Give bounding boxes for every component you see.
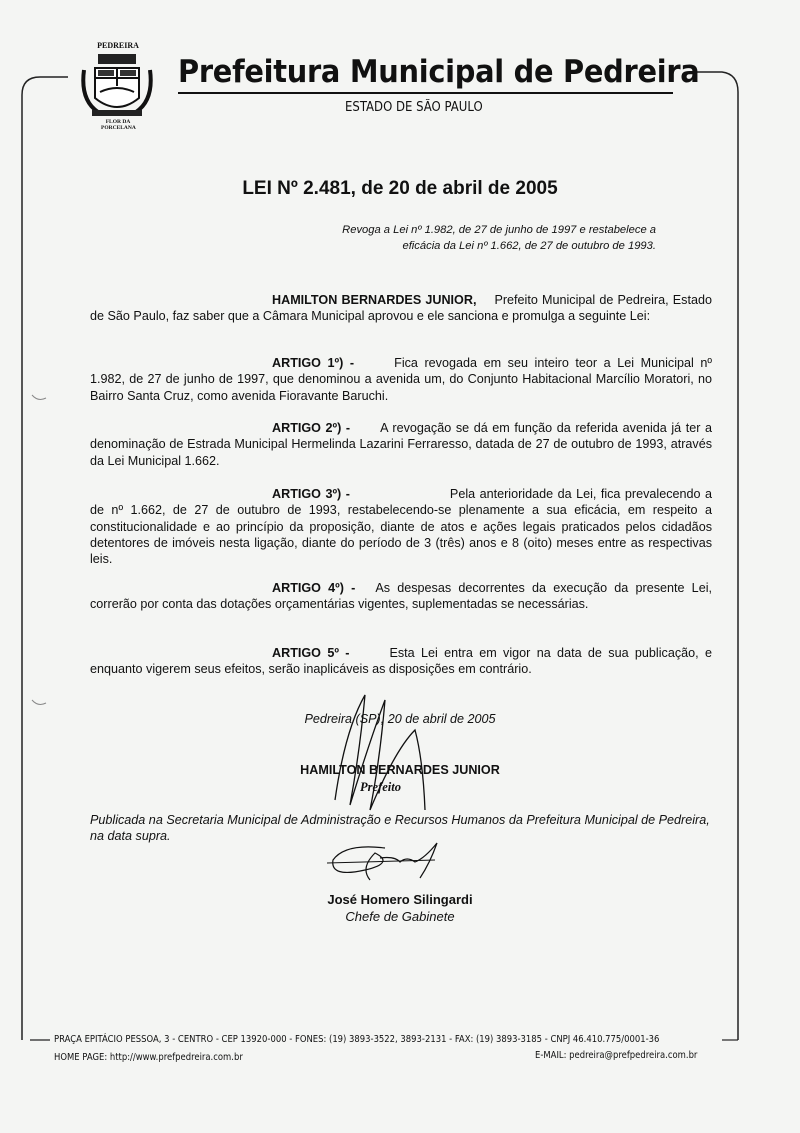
article-text: A revogação se dá em função da referida avenida já ter a denominação de Estrada Municipal Hermelinda Lazarini Ferraresso, datada de 27 de outubro de 1993, através da Lei Municipal 1.662. — [90, 421, 713, 468]
intro-name: HAMILTON BERNARDES JUNIOR, — [272, 293, 477, 307]
article-label: ARTIGO 4º) - — [272, 581, 356, 595]
publication-note: Publicada na Secretaria Municipal de Administração e Recursos Humanos da Prefeitura Municipal de Pedreira, na data supra. — [90, 813, 710, 844]
article-text: Pela anterioridade da Lei, fica prevalecendo a de nº 1.662, de 27 de outubro de 1993, restabelecendo-se plenamente a sua eficácia, em respeito a constitucionalidade e ao princípio da proposição, diante de atos e ações legais praticados pelos cidadãos detentores de imóveis nesta ligação, diante do período de 3 (três) anos e 8 (oito) meses entre as respectivas leis. — [90, 487, 713, 567]
article-label: ARTIGO 2º) - — [272, 421, 351, 435]
article-text: As despesas decorrentes da execução da presente Lei, correrão por conta das dotações orçamentárias vigentes, suplementadas se necessárias. — [90, 581, 712, 612]
signer-title: Prefeito — [360, 780, 401, 794]
crest-top-text: PEDREIRA — [97, 41, 139, 50]
footer-email: E-MAIL: pedreira@prefpedreira.com.br — [535, 1050, 698, 1061]
signer-name: HAMILTON BERNARDES JUNIOR — [300, 763, 500, 777]
chief-signature — [325, 838, 450, 883]
place-date: Pedreira (SP), 20 de abril de 2005 — [304, 712, 496, 726]
article-label: ARTIGO 5º - — [272, 646, 350, 660]
footer-homepage: HOME PAGE: http://www.prefpedreira.com.br — [54, 1052, 243, 1063]
article-5 — [90, 645, 712, 678]
article-text: Esta Lei entra em vigor na data de sua publicação, e enquanto vigerem seus efeitos, serão inaplicáveis as disposições em contrário. — [90, 646, 712, 677]
organization-name: Prefeitura Municipal de Pedreira — [178, 54, 700, 90]
article-text: Fica revogada em seu inteiro teor a Lei Municipal nº 1.982, de 27 de junho de 1997, que denominou a avenida um, do Conjunto Habitacional Marcílio Moratori, no Bairro Santa Cruz, como avenida Fioravante Baruchi. — [90, 356, 712, 403]
second-signer-name: José Homero Silingardi — [327, 892, 473, 907]
law-title: LEI Nº 2.481, de 20 de abril de 2005 — [242, 178, 558, 199]
article-3 — [90, 486, 712, 567]
article-2 — [90, 420, 712, 469]
state-name: ESTADO DE SÃO PAULO — [345, 100, 483, 115]
header-rule — [178, 92, 673, 94]
intro-text: Prefeito Municipal de Pedreira, Estado de São Paulo, faz saber que a Câmara Municipal aprovou e ele sanciona e promulga a seguinte Lei: — [90, 293, 712, 324]
crest-motto-text: FLOR DA PORCELANA — [101, 119, 136, 131]
article-1 — [90, 355, 712, 404]
second-signer-title: Chefe de Gabinete — [345, 909, 455, 924]
footer-address: PRAÇA EPITÁCIO PESSOA, 3 - CENTRO - CEP 13920-000 - FONES: (19) 3893-3522, 3893-2131 - FAX: (19) 3893-3185 - CNPJ 46.410.775/0001-36 — [54, 1034, 660, 1045]
article-label: ARTIGO 3º) - — [272, 487, 350, 501]
intro-paragraph — [90, 292, 712, 325]
law-summary: Revoga a Lei nº 1.982, de 27 de junho de 1997 e restabelece a eficácia da Lei nº 1.662, de 27 de outubro de 1993. — [342, 224, 656, 252]
article-label: ARTIGO 1º) - — [272, 356, 355, 370]
mayor-signature — [325, 690, 435, 820]
article-4 — [90, 580, 712, 613]
